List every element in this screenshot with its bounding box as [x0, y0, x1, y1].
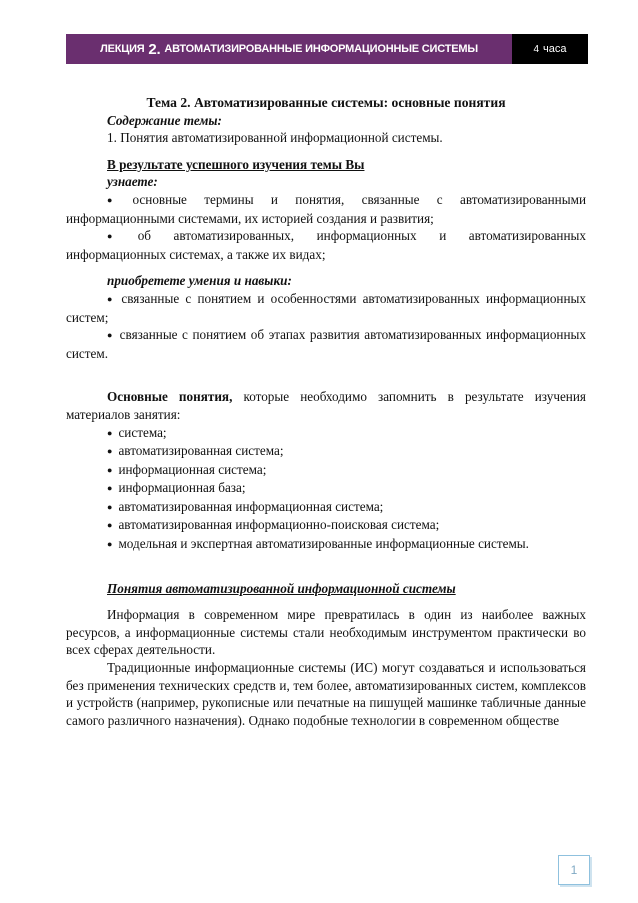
- lecture-prefix: ЛЕКЦИЯ: [100, 43, 145, 55]
- concept-item: ● модельная и экспертная автоматизированные информационные системы.: [107, 536, 529, 552]
- concept-item: ● информационная база;: [107, 480, 246, 496]
- key-concepts-intro: Основные понятия, которые необходимо запомнить в результате изучения материалов занятия:: [66, 389, 586, 422]
- hours-label: часа: [543, 43, 567, 55]
- bullet-icon: ●: [107, 520, 113, 531]
- key-concepts-label: Основные понятия,: [107, 389, 233, 405]
- section-paragraph: Информация в современном мире превратилась в один из наиболее важных ресурсов, а информационные системы стали необходимым инструментом практически во всех сферах деятельности.: [66, 607, 586, 658]
- concept-item: ● автоматизированная информационная система;: [107, 498, 384, 514]
- bullet-icon: ●: [107, 483, 113, 494]
- bullet-icon: ●: [107, 446, 113, 457]
- bullet-icon: ●: [107, 293, 116, 304]
- learn-item: ● основные термины и понятия, связанные с автоматизированными информационными системами, их историей создания и развития;: [66, 191, 586, 226]
- concept-item: ● автоматизированная информационно-поисковая система;: [107, 517, 440, 533]
- bullet-icon: ●: [107, 427, 113, 438]
- bullet-icon: ●: [107, 231, 132, 242]
- bullet-icon: ●: [107, 194, 127, 205]
- lecture-number: 2.: [148, 40, 161, 58]
- concept-item: ● система;: [107, 424, 167, 440]
- section-heading: Понятия автоматизированной информационной системы: [107, 580, 456, 596]
- skills-item: ● связанные с понятием об этапах развития автоматизированных информационных систем.: [66, 327, 587, 361]
- page-content: [66, 94, 586, 729]
- concept-item: ● автоматизированная система;: [107, 443, 284, 459]
- bullet-icon: ●: [107, 501, 113, 512]
- page-number: 1: [558, 855, 590, 885]
- learn-item: ● об автоматизированных, информационных и автоматизированных информационных системах, а также их видах;: [66, 228, 587, 262]
- hours-number: 4: [533, 43, 540, 55]
- section-paragraph: Традиционные информационные системы (ИС) могут создаваться и использоваться без применения технических средств и, тем более, автоматизированных систем, комплексов и устройств (например, рукописные или печатные на пишущей машинке табличные данные самого различного назначения). Однако подобные технологии в современном обществе: [66, 660, 586, 728]
- contents-heading: Содержание темы:: [107, 112, 222, 128]
- contents-item: 1. Понятия автоматизированной информационной системы.: [107, 130, 443, 146]
- concept-item: ● информационная система;: [107, 461, 267, 477]
- results-heading: В результате успешного изучения темы Вы: [107, 156, 365, 172]
- hours-box: [512, 34, 588, 64]
- bullet-icon: ●: [107, 464, 113, 475]
- lecture-header-bar: [66, 34, 512, 64]
- skills-item: ● связанные с понятием и особенностями автоматизированных информационных систем;: [66, 290, 586, 325]
- topic-title: Тема 2. Автоматизированные системы: основные понятия: [146, 95, 506, 110]
- skills-label: приобретете умения и навыки:: [107, 273, 292, 289]
- bullet-icon: ●: [107, 539, 113, 550]
- lecture-title: АВТОМАТИЗИРОВАННЫЕ ИНФОРМАЦИОННЫЕ СИСТЕМЫ: [164, 43, 478, 55]
- learn-label: узнаете:: [107, 174, 158, 190]
- bullet-icon: ●: [107, 330, 114, 341]
